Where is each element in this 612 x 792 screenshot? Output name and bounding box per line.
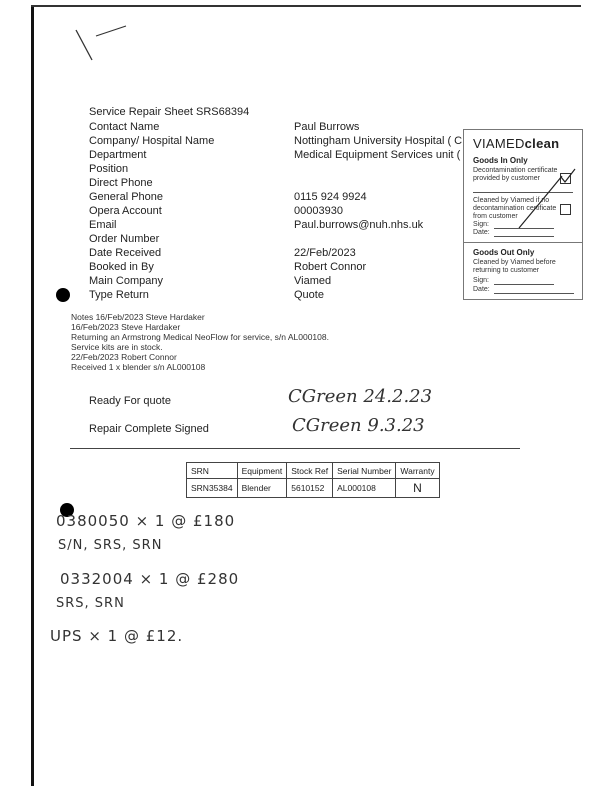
field-label: Date Received: [89, 247, 162, 259]
table-header-row: [187, 463, 440, 479]
goods-in-heading: Goods In Only: [473, 156, 528, 165]
ready-for-quote-label: Ready For quote: [89, 395, 171, 407]
col-srn: SRN: [187, 463, 238, 479]
field-label: Company/ Hospital Name: [89, 135, 215, 147]
field-value: 0115 924 9924: [294, 191, 367, 203]
field-position: [89, 162, 489, 176]
cleaned-text: Cleaned by Viamed if no decontamination certificate from customer: [473, 197, 557, 220]
date-label-2: Date:: [473, 286, 490, 293]
col-stock-ref: Stock Ref: [287, 463, 333, 479]
field-label: Contact Name: [89, 121, 160, 133]
field-order-number: [89, 232, 489, 246]
field-date-received: [89, 246, 489, 260]
stamp-brand-bold: clean: [524, 136, 560, 151]
repair-complete-label: Repair Complete Signed: [89, 423, 209, 435]
notes-block: [71, 312, 329, 372]
corner-scribble: [70, 20, 140, 65]
ready-signature: CGreen 24.2.23: [288, 386, 433, 407]
field-main-company: [89, 274, 489, 288]
handwritten-line-5: UPS × 1 @ £12.: [50, 627, 184, 645]
sign-label: Sign:: [473, 221, 489, 228]
stamp-brand: [473, 136, 560, 151]
handwritten-line-4: SRS, SRN: [56, 596, 125, 611]
date-line: [494, 236, 554, 237]
field-value: Paul.burrows@nuh.nhs.uk: [294, 219, 424, 231]
sheet-title: Service Repair Sheet SRS68394: [89, 106, 250, 118]
handwritten-line-1: 0380050 × 1 @ £180: [56, 512, 236, 530]
field-value: Viamed: [294, 275, 332, 287]
handwritten-line-3: 0332004 × 1 @ £280: [60, 570, 240, 588]
contact-fields: [89, 120, 489, 302]
sign-line-2: [494, 284, 554, 285]
field-value: Nottingham University Hospital ( C: [294, 135, 463, 147]
cell-serial-number: AL000108: [333, 479, 396, 498]
goods-out-heading: Goods Out Only: [473, 248, 535, 257]
note-line: Received 1 x blender s/n AL000108: [71, 362, 206, 372]
cell-srn: SRN35384: [187, 479, 238, 498]
field-value: 00003930: [294, 205, 343, 217]
decon-text: Decontamination certificate provided by customer: [473, 167, 558, 182]
field-label: Position: [89, 163, 129, 175]
field-department: [89, 148, 489, 162]
field-label: Department: [89, 149, 147, 161]
field-general-phone: [89, 190, 489, 204]
field-label: Type Return: [89, 289, 149, 301]
page-edge-top: [31, 5, 581, 7]
equipment-table: [186, 462, 440, 498]
section-divider: [70, 448, 520, 449]
field-value: Quote: [294, 289, 324, 301]
stamp-divider: [464, 242, 582, 243]
note-line: Service kits are in stock.: [71, 342, 163, 352]
field-label: Order Number: [89, 233, 160, 245]
field-value: Paul Burrows: [294, 121, 360, 133]
cell-stock-ref: 5610152: [287, 479, 333, 498]
field-value: 22/Feb/2023: [294, 247, 356, 259]
field-booked-in-by: [89, 260, 489, 274]
field-value: Robert Connor: [294, 261, 367, 273]
handwritten-line-2: S/N, SRS, SRN: [58, 538, 163, 553]
cell-equipment: Blender: [237, 479, 287, 498]
strike-line: [464, 170, 582, 230]
cell-warranty: N: [396, 479, 439, 498]
hole-punch-mark: [56, 288, 70, 302]
table-row: [187, 479, 440, 498]
field-opera-account: [89, 204, 489, 218]
complete-signature: CGreen 9.3.23: [292, 415, 425, 436]
field-value: Medical Equipment Services unit (: [294, 149, 461, 161]
field-email: [89, 218, 489, 232]
page-edge-left: [31, 6, 34, 786]
field-label: Direct Phone: [89, 177, 153, 189]
field-company: [89, 134, 489, 148]
field-label: Main Company: [89, 275, 163, 287]
field-label: Email: [89, 219, 117, 231]
col-warranty: Warranty: [396, 463, 439, 479]
date-line-2: [494, 293, 574, 294]
field-label: Opera Account: [89, 205, 162, 217]
field-label: Booked in By: [89, 261, 154, 273]
note-line: Returning an Armstrong Medical NeoFlow for service, s/n AL000108.: [71, 332, 329, 342]
field-label: General Phone: [89, 191, 163, 203]
note-line: Notes 16/Feb/2023 Steve Hardaker: [71, 312, 205, 322]
note-line: 22/Feb/2023 Robert Connor: [71, 352, 177, 362]
stamp-brand-light: VIAMED: [473, 136, 525, 151]
col-equipment: Equipment: [237, 463, 287, 479]
date-label: Date:: [473, 229, 490, 236]
goods-out-text: Cleaned by Viamed before returning to customer: [473, 259, 556, 274]
note-line: 16/Feb/2023 Steve Hardaker: [71, 322, 181, 332]
field-contact-name: [89, 120, 489, 134]
col-serial-number: Serial Number: [333, 463, 396, 479]
field-direct-phone: [89, 176, 489, 190]
field-type-return: [89, 288, 489, 302]
viamed-clean-stamp: [463, 129, 583, 300]
sign-label-2: Sign:: [473, 277, 489, 284]
